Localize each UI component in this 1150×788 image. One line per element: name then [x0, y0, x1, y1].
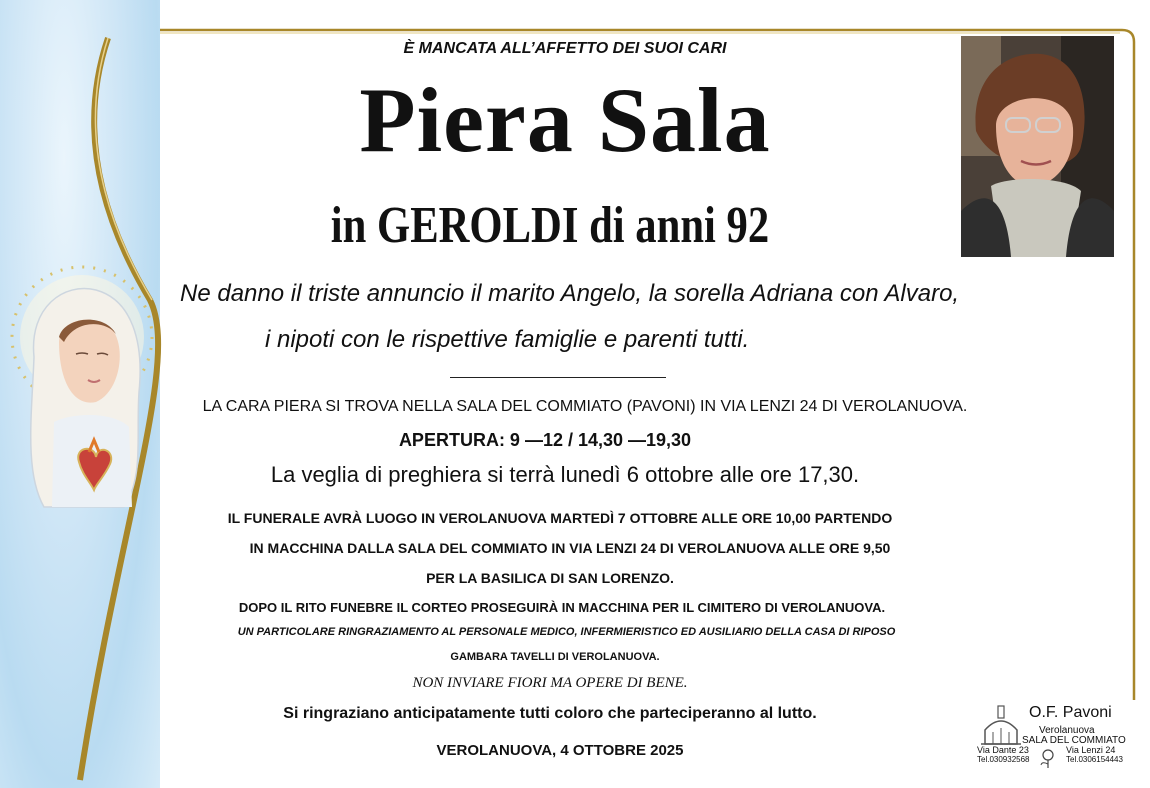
phone-1: Tel.030932568	[977, 755, 1030, 764]
funeral-home-name: O.F. Pavoni	[1029, 704, 1112, 721]
funeral-line-1: IL FUNERALE AVRÀ LUOGO IN VEROLANUOVA MARTEDÌ 7 OTTOBRE ALLE ORE 10,00 PARTENDO	[227, 510, 893, 526]
no-flowers-text: NON INVIARE FIORI MA OPERE DI BENE.	[412, 675, 688, 691]
funeral-home-logo	[975, 700, 1125, 770]
staff-thanks-line-2: GAMBARA TAVELLI DI VEROLANUOVA.	[450, 651, 660, 663]
after-rite-text: DOPO IL RITO FUNEBRE IL CORTEO PROSEGUIRÀ IN MACCHINA PER IL CIMITERO DI VEROLANUOVA.	[238, 600, 886, 615]
announcement-line-2: i nipoti con le rispettive famiglie e parenti tutti.	[265, 326, 750, 353]
thanks-all-text: Si ringraziano anticipatamente tutti coloro che parteciperanno al lutto.	[283, 705, 817, 722]
address-1: Via Dante 23	[977, 745, 1029, 755]
funeral-home-city: Verolanuova	[1039, 725, 1095, 736]
madonna-image	[4, 262, 164, 512]
place-date: VEROLANUOVA, 4 OTTOBRE 2025	[436, 742, 684, 759]
phone-2: Tel.0306154443	[1066, 755, 1123, 764]
basilica-icon	[979, 704, 1023, 746]
funeral-line-3: PER LA BASILICA DI SAN LORENZO.	[426, 570, 674, 586]
staff-thanks-line-1: UN PARTICOLARE RINGRAZIAMENTO AL PERSONALE MEDICO, INFERMIERISTICO ED AUSILIARIO DELLA CASA DI RIPOSO	[237, 626, 896, 638]
divider	[450, 377, 666, 378]
married-name-age: in GEROLDI di anni 92	[330, 197, 770, 254]
location-text: LA CARA PIERA SI TROVA NELLA SALA DEL COMMIATO (PAVONI) IN VIA LENZI 24 DI VEROLANUOVA.	[202, 398, 968, 415]
deceased-photo	[961, 36, 1114, 257]
deceased-name: Piera Sala	[359, 69, 771, 171]
opening-hours: APERTURA: 9 —12 / 14,30 —19,30	[398, 430, 692, 450]
intro-text: È MANCATA ALL’AFFETTO DEI SUOI CARI	[403, 40, 727, 57]
funeral-home-hall: SALA DEL COMMIATO	[1022, 735, 1126, 746]
vigil-text: La veglia di preghiera si terrà lunedì 6 ottobre alle ore 17,30.	[270, 462, 860, 487]
address-2: Via Lenzi 24	[1066, 745, 1116, 755]
funeral-line-2: IN MACCHINA DALLA SALA DEL COMMIATO IN VIA LENZI 24 DI VEROLANUOVA ALLE ORE 9,50	[249, 540, 891, 556]
announcement-line-1: Ne danno il triste annuncio il marito Angelo, la sorella Adriana con Alvaro,	[180, 280, 960, 307]
flower-icon	[1037, 747, 1059, 769]
